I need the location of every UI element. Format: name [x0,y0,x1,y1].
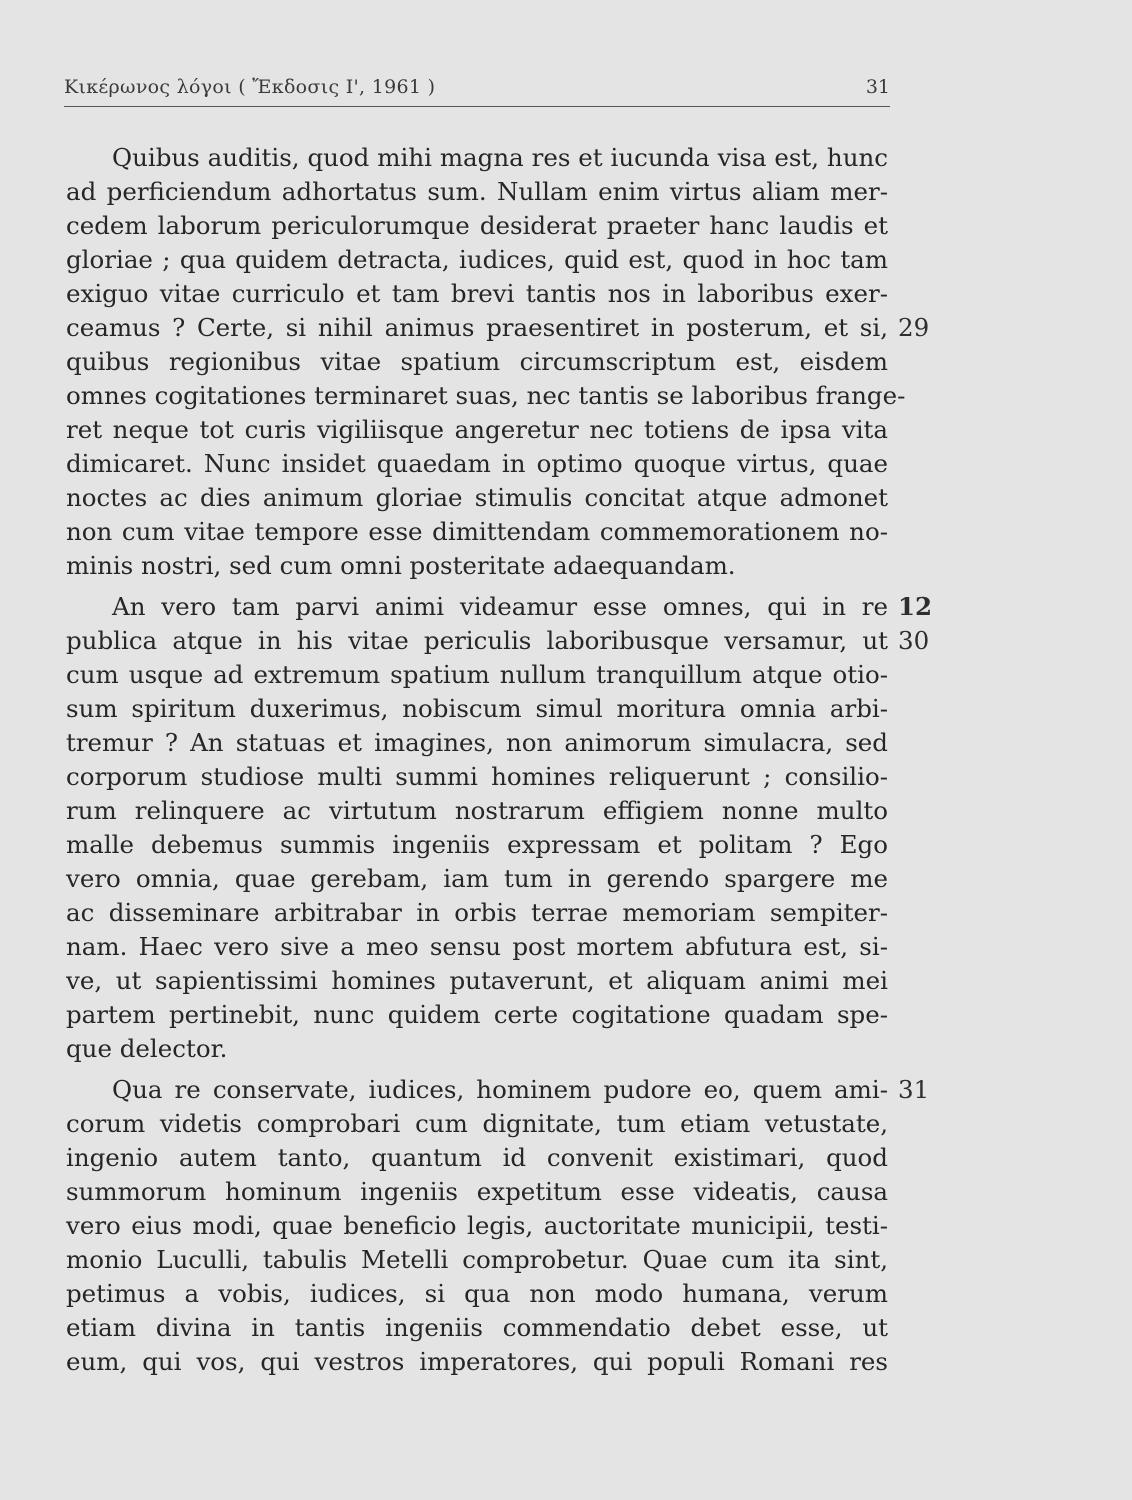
text-line: petimus a vobis, iudices, si qua non modo humana, verum [66,1279,888,1308]
text-line: dimicaret. Nunc insidet quaedam in optimo quoque virtus, quae [66,449,888,478]
text-line: cum usque ad extremum spatium nullum tranquillum atque otio- [66,660,888,689]
text-line: An vero tam parvi animi videamur esse omnes, qui in re [112,592,888,621]
margin-section-number: 29 [898,313,930,342]
text-line: ingenio autem tanto, quantum id convenit existimari, quod [66,1143,888,1172]
text-line: ac disseminare arbitrabar in orbis terrae memoriam sempiter- [66,898,888,927]
text-line: malle debemus summis ingeniis expressam et politam ? Ego [66,830,888,859]
text-line: ceamus ? Certe, si nihil animus praesentiret in posterum, et si, [66,313,888,342]
text-line: noctes ac dies animum gloriae stimulis concitat atque admonet [66,483,888,512]
text-line: corporum studiose multi summi homines reliquerunt ; consilio- [66,762,888,791]
margin-section-number: 31 [898,1075,930,1104]
text-line: corum videtis comprobari cum dignitate, tum etiam vetustate, [66,1109,888,1138]
text-line: partem pertinebit, nunc quidem certe cogitatione quadam spe- [66,1000,888,1029]
header-rule [64,106,890,107]
text-line: Qua re conservate, iudices, hominem pudore eo, quem ami- [112,1075,888,1104]
text-line: gloriae ; qua quidem detracta, iudices, quid est, quod in hoc tam [66,245,888,274]
text-line: omnes cogitationes terminaret suas, nec tantis se laboribus frange- [66,381,906,410]
text-line: quibus regionibus vitae spatium circumscriptum est, eisdem [66,347,888,376]
text-line: cedem laborum periculorumque desiderat praeter hanc laudis et [66,211,888,240]
text-line: etiam divina in tantis ingeniis commendatio debet esse, ut [66,1313,888,1342]
text-line: sum spiritum duxerimus, nobiscum simul moritura omnia arbi- [66,694,888,723]
text-line: vero omnia, quae gerebam, iam tum in gerendo spargere me [66,864,888,893]
text-line: publica atque in his vitae periculis laboribusque versamur, ut [66,626,888,655]
text-line: exiguo vitae curriculo et tam brevi tantis nos in laboribus exer- [66,279,888,308]
text-line: monio Luculli, tabulis Metelli comprobetur. Quae cum ita sint, [66,1245,888,1274]
running-header [64,72,890,102]
text-line: summorum hominum ingeniis expetitum esse videatis, causa [66,1177,888,1206]
text-line: ve, ut sapientissimi homines putaverunt, et aliquam animi mei [66,966,888,995]
text-line: rum relinquere ac virtutum nostrarum effigiem nonne multo [66,796,888,825]
text-line: Quibus auditis, quod mihi magna res et iucunda visa est, hunc [112,143,888,172]
text-line: vero eius modi, quae beneficio legis, auctoritate municipii, testi- [66,1211,888,1240]
text-line: ret neque tot curis vigiliisque angeretur nec totiens de ipsa vita [66,415,888,444]
margin-section-number: 30 [898,626,930,655]
text-line: non cum vitae tempore esse dimittendam commemorationem no- [66,517,888,546]
text-line: que delector. [66,1034,228,1063]
text-line: nam. Haec vero sive a meo sensu post mortem abfutura est, si- [66,932,888,961]
page-number: 31 [865,76,890,98]
text-line: tremur ? An statuas et imagines, non animorum simulacra, sed [66,728,888,757]
margin-chapter-number: 12 [898,592,933,621]
header-title: Κικέρωνος λόγοι ( Ἔκδοσις Ι', 1961 ) [64,76,436,98]
text-line: minis nostri, sed cum omni posteritate adaequandam. [66,551,736,580]
text-line: eum, qui vos, qui vestros imperatores, qui populi Romani res [66,1347,888,1376]
text-line: ad perficiendum adhortatus sum. Nullam enim virtus aliam mer- [66,177,888,206]
